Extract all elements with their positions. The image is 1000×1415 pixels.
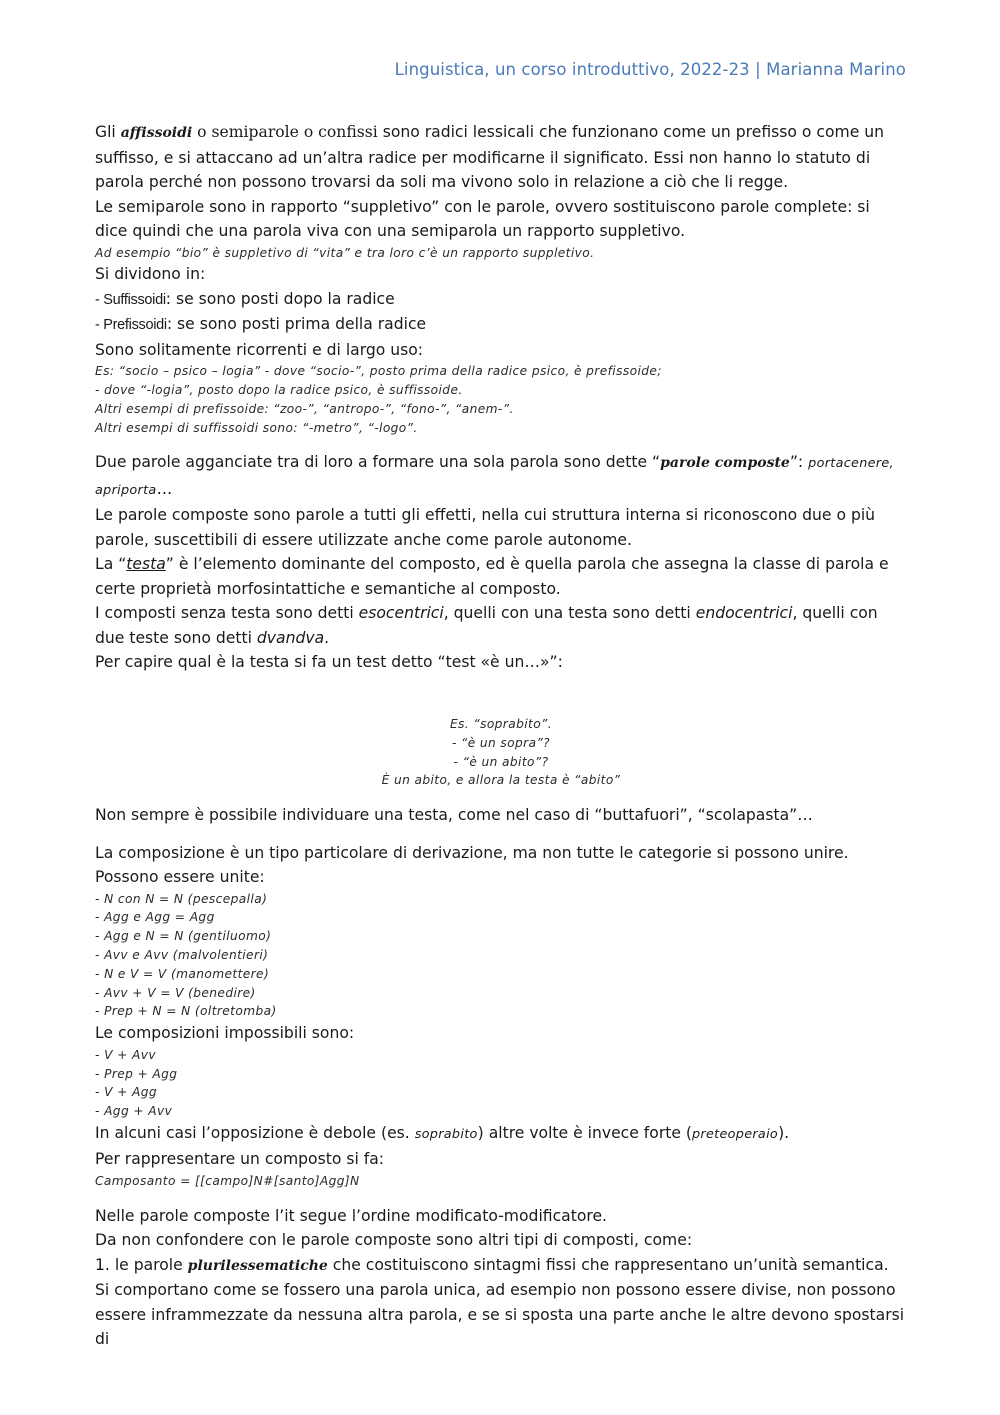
text: I composti senza testa sono detti (95, 604, 359, 623)
example-line: - dove “-logia”, posto dopo la radice psico, è suffissoide. (95, 383, 463, 398)
example-line: Altri esempi di suffissoidi sono: “-metro”, “-logo”. (95, 420, 418, 435)
paragraph-parole-composte (95, 450, 907, 503)
term-suffissoidi: - Suffissoidi (95, 291, 166, 308)
example-block-impossibili (95, 1046, 907, 1121)
term-testa: testa (126, 555, 166, 574)
example-line: - V + Agg (95, 1085, 157, 1100)
example-inline: soprabito (414, 1126, 478, 1142)
example-line: Es: “socio – psico – logia” - dove “socio-”, posto prima della radice psico, è prefissoide; (95, 364, 662, 379)
document-body (95, 120, 907, 1352)
paragraph-possono: Possono essere unite: (95, 868, 265, 887)
paragraph-ricorrenti: Sono solitamente ricorrenti e di largo uso: (95, 340, 424, 359)
paragraph-plurilessematiche (95, 1253, 907, 1279)
example-line: Es. “soprabito”. (449, 716, 553, 731)
paragraph-esocentrici (95, 601, 907, 650)
text: Gli (95, 123, 121, 141)
text: … (156, 479, 173, 498)
divide-label: Si dividono in: (95, 265, 206, 284)
term-endocentrici: endocentrici (695, 604, 793, 623)
paragraph-non-sempre: Non sempre è possibile individuare una testa, come nel caso di “buttafuori”, “scolapasta”… (95, 806, 813, 825)
example-line: - Prep + N = N (oltretomba) (95, 1004, 277, 1019)
paragraph-test: Per capire qual è la testa si fa un test detto “test «è un…»”: (95, 653, 563, 672)
example-line: - “è un abito”? (453, 754, 549, 769)
paragraph-testa (95, 552, 907, 601)
example-inline: preteoperaio (692, 1126, 779, 1142)
text: che costituiscono sintagmi fissi che rappresentano un’unità semantica. (327, 1255, 889, 1274)
text: Due parole agganciate tra di loro a formare una sola parola sono dette “ (95, 453, 661, 472)
term-semiparole-confissi: semiparole o confissi (211, 123, 378, 141)
paragraph-affissoidi (95, 120, 907, 195)
paragraph-rappresentare: Per rappresentare un composto si fa: (95, 1150, 385, 1169)
paragraph-confondere: Da non confondere con le parole composte sono altri tipi di composti, come: (95, 1231, 693, 1250)
example-camposanto: Camposanto = [[campo]N#[santo]Agg]N (95, 1173, 360, 1188)
list-item-prefissoidi (95, 312, 907, 338)
list-item-suffissoidi (95, 287, 907, 313)
text: La “ (95, 555, 127, 574)
example-bio: Ad esempio “bio” è suppletivo di “vita” e tra loro c’è un rapporto suppletivo. (95, 245, 595, 260)
term-parole-composte: parole composte (660, 455, 790, 472)
paragraph-opposizione (95, 1121, 907, 1148)
example-inline: portacenere, apriporta (95, 456, 894, 498)
paragraph-comportano: Si comportano come se fossero una parola unica, ad esempio non possono essere divise, non possono essere inframmezzate da nessuna altra parola, e se si sposta una parte anche le altre devono spostarsi di (95, 1281, 905, 1349)
term-affissoidi: affissoidi (120, 125, 193, 141)
text: ). (778, 1123, 790, 1142)
text: In alcuni casi l’opposizione è debole (es. (95, 1123, 415, 1142)
text: . (324, 628, 330, 647)
text: ”: (789, 453, 809, 472)
example-block-prefissoidi (95, 362, 907, 437)
text: , quelli con una testa sono detti (443, 604, 696, 623)
term-esocentrici: esocentrici (358, 604, 444, 623)
paragraph-ordine: Nelle parole composte l’it segue l’ordine modificato-modificatore. (95, 1206, 607, 1225)
page-header: Linguistica, un corso introduttivo, 2022-23 | Marianna Marino (394, 60, 906, 79)
example-block-soprabito (95, 715, 907, 790)
example-line: - Agg e Agg = Agg (95, 910, 215, 925)
text: sono radici lessicali che funzionano come un prefisso o come un suffisso, e si attaccano ad un’altra radice per modificarne il significato. Essi non hanno lo statuto di parola perché non possono trovarsi da soli ma vivono solo in relazione a ciò che li regge. (95, 123, 885, 191)
text: 1. le parole (95, 1255, 188, 1274)
example-line: Altri esempi di prefissoide: “zoo-”, “antropo-”, “fono-”, “anem-”. (95, 401, 514, 416)
term-plurilessematiche: plurilessematiche (187, 1257, 328, 1274)
example-line: - V + Avv (95, 1047, 156, 1062)
text: ” è l’elemento dominante del composto, ed è quella parola che assegna la classe di parola e certe proprietà morfosintattiche e semantiche al composto. (95, 555, 889, 598)
example-line: - N con N = N (pescepalla) (95, 891, 268, 906)
paragraph-definizione: Le parole composte sono parole a tutti gli effetti, nella cui struttura interna si riconoscono due o più parole, suscettibili di essere utilizzate anche come parole autonome. (95, 506, 876, 549)
example-line: È un abito, e allora la testa è “abito” (381, 773, 621, 788)
paragraph-suppletivo: Le semiparole sono in rapporto “suppletivo” con le parole, ovvero sostituiscono parole complete: si dice quindi che una parola viva con una semiparola un rapporto suppletivo. (95, 197, 870, 240)
example-block-possibili (95, 890, 907, 1022)
term-semiparole: o (192, 123, 212, 141)
example-line: - N e V = V (manomettere) (95, 966, 270, 981)
text: ) altre volte è invece forte ( (477, 1123, 692, 1142)
example-line: - Avv e Avv (malvolentieri) (95, 948, 269, 963)
term-dvandva: dvandva (256, 628, 325, 647)
example-line: - Avv + V = V (benedire) (95, 985, 256, 1000)
example-line: - Agg e N = N (gentiluomo) (95, 929, 272, 944)
paragraph-impossibili: Le composizioni impossibili sono: (95, 1024, 355, 1043)
example-line: - Agg + Avv (95, 1104, 173, 1119)
paragraph-composizione: La composizione è un tipo particolare di derivazione, ma non tutte le categorie si possono unire. (95, 843, 849, 862)
term-prefissoidi: - Prefissoidi (95, 317, 167, 334)
example-line: - “è un sopra”? (451, 735, 551, 750)
text: : se sono posti dopo la radice (165, 289, 395, 308)
example-line: - Prep + Agg (95, 1066, 178, 1081)
text: : se sono posti prima della radice (166, 315, 427, 334)
text: , quelli con due teste sono detti (95, 604, 878, 647)
